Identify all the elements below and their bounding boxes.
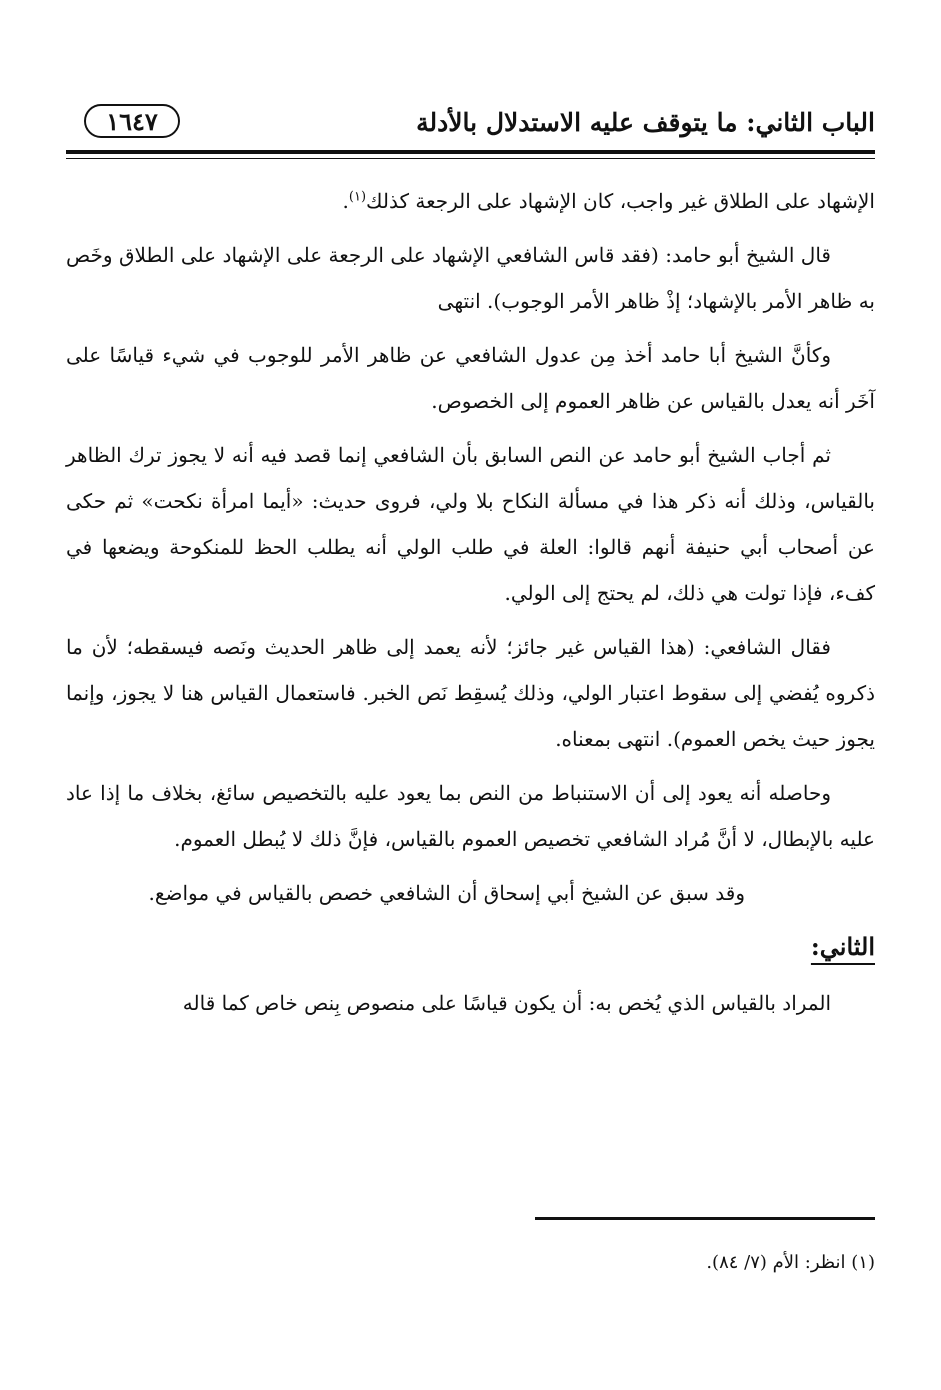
paragraph-1-end: . xyxy=(342,189,349,213)
page-number: ١٦٤٧ xyxy=(84,104,180,138)
paragraph-2: قال الشيخ أبو حامد: (فقد قاس الشافعي الإشهاد على الرجعة على الإشهاد على الطلاق وخَص به ظاهر الأمر بالإشهاد؛ إذْ ظاهر الأمر الوجوب). انتهى xyxy=(66,243,875,313)
header-rule-thick xyxy=(66,150,875,154)
page-header xyxy=(66,104,875,154)
footnote-separator xyxy=(535,1217,875,1220)
section-heading: الثاني: xyxy=(810,932,875,961)
chapter-title: الباب الثاني: ما يتوقف عليه الاستدلال بالأدلة xyxy=(416,108,875,137)
main-text xyxy=(66,178,875,1034)
paragraph-7: وقد سبق عن الشيخ أبي إسحاق أن الشافعي خصص بالقياس في مواضع. xyxy=(148,881,745,905)
footnote-reference[interactable]: (١) xyxy=(348,189,367,205)
paragraph-1-text: الإشهاد على الطلاق غير واجب، كان الإشهاد على الرجعة كذلك xyxy=(366,189,875,213)
paragraph-4: ثم أجاب الشيخ أبو حامد عن النص السابق بأن الشافعي إنما قصد فيه أنه لا يجوز ترك الظاهر بالقياس، وذلك أنه ذكر هذا في مسألة النكاح بلا ولي، فروى حديث: «أيما امرأة نكحت» ثم حكى عن أصحاب أبي حنيفة أنهم قالوا: العلة في طلب الولي أنه يطلب الحظ للمنكوحة ويضعها في كفء، فإذا تولت هي ذلك، لم يحتج إلى الولي. xyxy=(66,443,875,605)
footnote-text: (١) انظر: الأم (٧/ ٨٤). xyxy=(706,1252,875,1273)
paragraph-6: وحاصله أنه يعود إلى أن الاستنباط من النص بما يعود عليه بالتخصيص سائغ، بخلاف ما إذا عاد عليه بالإبطال، لا أنَّ مُراد الشافعي تخصيص العموم بالقياس، فإنَّ ذلك لا يُبطل العموم. xyxy=(66,781,875,851)
paragraph-8: المراد بالقياس الذي يُخص به: أن يكون قياسًا على منصوص بِنص خاص كما قاله xyxy=(182,991,831,1015)
paragraph-3: وكأنَّ الشيخ أبا حامد أخذ مِن عدول الشافعي عن ظاهر الأمر للوجوب في شيء قياسًا على آخَر أنه يعدل بالقياس عن ظاهر العموم إلى الخصوص. xyxy=(66,343,875,413)
header-rule-thin xyxy=(66,158,875,159)
paragraph-5: فقال الشافعي: (هذا القياس غير جائز؛ لأنه يعمد إلى ظاهر الحديث ونَصه فيسقطه؛ لأن ما ذكروه يُفضي إلى سقوط اعتبار الولي، وذلك يُسقِط نَص الخبر. فاستعمال القياس هنا لا يجوز، وإنما يجوز حيث يخص العموم). انتهى بمعناه. xyxy=(66,635,875,751)
paragraph-1 xyxy=(66,178,875,224)
